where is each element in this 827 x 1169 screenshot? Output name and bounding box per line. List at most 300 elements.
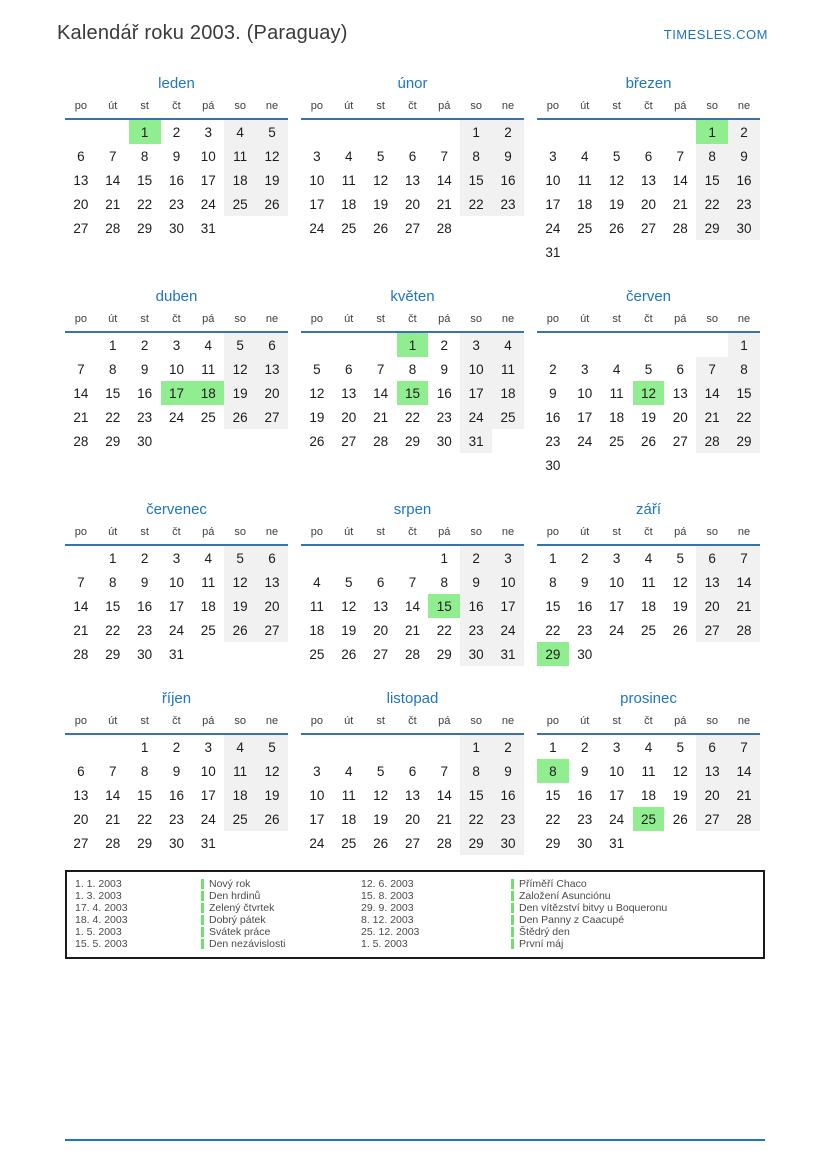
day-cell: 26 [672, 811, 688, 827]
weekday-label: po [301, 310, 333, 332]
day-cell: 5 [644, 361, 653, 377]
day-cell: 15 [460, 783, 492, 807]
day-cell: 3 [172, 550, 181, 566]
day-cell: 6 [408, 148, 417, 164]
weekday-label: so [224, 523, 256, 545]
month-únor [301, 75, 524, 240]
day-cell: 12 [256, 759, 288, 783]
day-cell: 29 [728, 429, 760, 453]
day-cell: 21 [73, 409, 89, 425]
day-cell: 4 [492, 332, 524, 357]
day-cell: 28 [696, 429, 728, 453]
day-cell: 9 [728, 144, 760, 168]
day-cell: 17 [309, 811, 325, 827]
day-cell: 29 [404, 433, 420, 449]
empty-cell [633, 453, 665, 477]
day-cell: 30 [168, 220, 184, 236]
day-cell: 8 [140, 763, 149, 779]
weekday-label: ne [728, 712, 760, 734]
day-cell: 13 [73, 787, 89, 803]
day-cell: 31 [168, 646, 184, 662]
day-cell: 24 [309, 220, 325, 236]
day-cell: 30 [436, 433, 452, 449]
empty-cell [65, 332, 97, 357]
weekday-label: ne [728, 523, 760, 545]
day-cell: 13 [404, 172, 420, 188]
empty-cell [601, 332, 633, 357]
day-cell: 22 [137, 196, 153, 212]
day-cell: 7 [728, 545, 760, 570]
day-cell: 5 [376, 763, 385, 779]
day-cell: 30 [492, 831, 524, 855]
weekday-label: čt [633, 523, 665, 545]
day-cell: 24 [200, 811, 216, 827]
day-cell: 5 [612, 148, 621, 164]
day-cell: 17 [577, 409, 593, 425]
day-cell: 28 [436, 835, 452, 851]
weekday-label: pá [664, 712, 696, 734]
day-cell: 18 [224, 168, 256, 192]
weekday-label: út [569, 310, 601, 332]
empty-cell [728, 642, 760, 666]
day-cell: 19 [309, 409, 325, 425]
day-cell: 15 [696, 168, 728, 192]
day-cell: 19 [640, 409, 656, 425]
day-cell: 26 [373, 220, 389, 236]
empty-cell [365, 119, 397, 144]
day-cell: 27 [256, 618, 288, 642]
day-cell: 12 [609, 172, 625, 188]
day-cell: 2 [492, 119, 524, 144]
day-cell: 24 [609, 811, 625, 827]
weekday-label: čt [633, 97, 665, 119]
day-cell: 10 [200, 148, 216, 164]
day-cell: 16 [577, 787, 593, 803]
day-cell: 10 [309, 787, 325, 803]
weekday-label: po [537, 523, 569, 545]
weekday-label: ne [256, 712, 288, 734]
day-cell: 2 [549, 361, 557, 377]
day-cell: 3 [204, 739, 213, 755]
holiday-marker-icon [511, 903, 514, 913]
day-cell: 10 [309, 172, 325, 188]
weekday-label: st [129, 712, 161, 734]
day-cell: 13 [341, 385, 357, 401]
day-cell: 31 [492, 642, 524, 666]
day-cell: 10 [609, 763, 625, 779]
day-cell: 8 [140, 148, 149, 164]
holiday-name [511, 890, 755, 902]
holiday-name [201, 878, 361, 890]
day-cell: 26 [224, 405, 256, 429]
day-cell: 3 [549, 148, 557, 164]
day-cell: 7 [77, 574, 85, 590]
day-cell: 24 [168, 622, 184, 638]
day-cell: 6 [696, 734, 728, 759]
day-cell: 15 [137, 787, 153, 803]
day-cell: 23 [728, 192, 760, 216]
day-cell: 25 [341, 835, 357, 851]
day-cell: 29 [137, 835, 153, 851]
day-cell: 3 [492, 545, 524, 570]
day-cell: 16 [168, 787, 184, 803]
weekday-label: čt [633, 712, 665, 734]
day-cell: 11 [577, 172, 592, 188]
day-cell: 20 [341, 409, 357, 425]
day-cell: 10 [168, 574, 184, 590]
empty-cell [601, 642, 633, 666]
empty-cell [728, 240, 760, 264]
day-cell: 27 [73, 220, 89, 236]
day-cell: 14 [105, 787, 121, 803]
holiday-name-text: Den vítězství bitvy u Boqueronu [519, 902, 668, 914]
empty-cell [696, 453, 728, 477]
day-cell: 4 [224, 119, 256, 144]
day-cell: 13 [404, 787, 420, 803]
weekday-label: po [537, 97, 569, 119]
holiday-name-text: Svátek práce [209, 926, 271, 938]
empty-cell [97, 734, 129, 759]
day-cell: 25 [492, 405, 524, 429]
weekday-label: čt [161, 712, 193, 734]
day-cell: 1 [728, 332, 760, 357]
month-grid [301, 97, 524, 240]
day-cell: 1 [129, 119, 161, 144]
day-cell: 3 [581, 361, 589, 377]
day-cell: 25 [609, 433, 625, 449]
day-cell: 7 [109, 148, 117, 164]
weekday-label: po [537, 310, 569, 332]
month-grid [65, 310, 288, 453]
weekday-label: po [301, 712, 333, 734]
day-cell: 18 [640, 787, 656, 803]
day-cell: 13 [256, 570, 288, 594]
day-cell: 7 [696, 357, 728, 381]
day-cell: 20 [672, 409, 688, 425]
weekday-label: ne [256, 97, 288, 119]
day-cell: 27 [640, 220, 656, 236]
day-cell: 14 [73, 598, 89, 614]
holiday-date: 1. 1. 2003 [75, 878, 122, 890]
day-cell: 14 [728, 759, 760, 783]
day-cell: 11 [201, 574, 216, 590]
day-cell: 14 [373, 385, 389, 401]
empty-cell [365, 332, 397, 357]
day-cell: 20 [373, 622, 389, 638]
day-cell: 17 [200, 787, 216, 803]
day-cell: 20 [404, 196, 420, 212]
day-cell: 22 [460, 192, 492, 216]
empty-cell [633, 240, 665, 264]
day-cell: 22 [105, 622, 121, 638]
day-cell: 19 [224, 381, 256, 405]
day-cell: 24 [577, 433, 593, 449]
empty-cell [365, 734, 397, 759]
day-cell: 12 [341, 598, 357, 614]
weekday-label: út [333, 523, 365, 545]
holiday-date: 12. 6. 2003 [361, 878, 414, 890]
weekday-label: pá [192, 523, 224, 545]
day-cell: 18 [341, 196, 357, 212]
day-cell: 1 [549, 550, 557, 566]
day-cell: 1 [397, 332, 429, 357]
day-cell: 11 [492, 357, 524, 381]
holiday-name-text: Nový rok [209, 878, 251, 890]
day-cell: 4 [644, 550, 653, 566]
day-cell: 6 [345, 361, 353, 377]
day-cell: 6 [77, 763, 85, 779]
day-cell: 18 [640, 598, 656, 614]
holiday-date: 17. 4. 2003 [75, 902, 128, 914]
day-cell: 17 [492, 594, 524, 618]
day-cell: 29 [105, 433, 121, 449]
empty-cell [633, 642, 665, 666]
month-grid [301, 712, 524, 855]
day-cell: 14 [436, 172, 452, 188]
day-cell: 11 [641, 574, 656, 590]
holiday-name [511, 902, 755, 914]
day-cell: 11 [309, 598, 324, 614]
weekday-label: so [696, 523, 728, 545]
month-title: červenec [146, 501, 207, 518]
weekday-label: po [65, 712, 97, 734]
day-cell: 7 [676, 148, 685, 164]
day-cell: 3 [313, 763, 321, 779]
month-title: únor [397, 75, 428, 92]
holiday-name-text: Příměří Chaco [519, 878, 587, 890]
holiday-marker-icon [511, 939, 514, 949]
weekday-label: ne [492, 97, 524, 119]
empty-cell [333, 332, 365, 357]
day-cell: 31 [200, 835, 216, 851]
day-cell: 9 [460, 570, 492, 594]
month-březen [537, 75, 760, 264]
day-cell: 18 [200, 598, 216, 614]
holiday-name-text: Dobrý pátek [209, 914, 266, 926]
weekday-label: út [569, 712, 601, 734]
day-cell: 26 [341, 646, 357, 662]
day-cell: 5 [256, 734, 288, 759]
day-cell: 15 [545, 598, 561, 614]
holiday-date: 29. 9. 2003 [361, 902, 414, 914]
month-title: březen [625, 75, 672, 92]
day-cell: 27 [696, 618, 728, 642]
day-cell: 2 [460, 545, 492, 570]
holiday-marker-icon [201, 915, 204, 925]
day-cell: 16 [728, 168, 760, 192]
day-cell: 8 [728, 357, 760, 381]
day-cell: 13 [672, 385, 688, 401]
day-cell: 6 [77, 148, 85, 164]
day-cell: 22 [545, 811, 561, 827]
day-cell: 29 [696, 216, 728, 240]
empty-cell [664, 453, 696, 477]
day-cell: 4 [581, 148, 589, 164]
day-cell: 19 [224, 594, 256, 618]
day-cell: 18 [224, 783, 256, 807]
day-cell: 5 [676, 739, 685, 755]
day-cell: 23 [137, 622, 153, 638]
holiday-marker-icon [511, 879, 514, 889]
empty-cell [696, 332, 728, 357]
day-cell: 21 [728, 783, 760, 807]
holiday-date: 15. 5. 2003 [75, 938, 128, 950]
day-cell: 22 [728, 405, 760, 429]
weekday-label: st [365, 310, 397, 332]
month-grid [65, 523, 288, 666]
holiday-marker-icon [201, 879, 204, 889]
holiday-marker-icon [511, 915, 514, 925]
day-cell: 6 [676, 361, 685, 377]
holiday-date: 8. 12. 2003 [361, 914, 414, 926]
day-cell: 20 [696, 783, 728, 807]
empty-cell [428, 119, 460, 144]
day-cell: 7 [109, 763, 117, 779]
day-cell: 24 [609, 622, 625, 638]
day-cell: 11 [201, 361, 216, 377]
holiday-name-text: Zelený čtvrtek [209, 902, 275, 914]
day-cell: 16 [137, 598, 153, 614]
weekday-label: st [601, 310, 633, 332]
day-cell: 3 [313, 148, 321, 164]
day-cell: 14 [73, 385, 89, 401]
holiday-date: 15. 8. 2003 [361, 890, 414, 902]
day-cell: 15 [728, 381, 760, 405]
day-cell: 13 [640, 172, 656, 188]
day-cell: 15 [105, 598, 121, 614]
day-cell: 21 [105, 811, 121, 827]
day-cell: 25 [200, 409, 216, 425]
day-cell: 10 [168, 361, 184, 377]
day-cell: 17 [460, 381, 492, 405]
day-cell: 21 [696, 405, 728, 429]
day-cell: 4 [345, 763, 353, 779]
weekday-label: ne [492, 310, 524, 332]
empty-cell [633, 332, 665, 357]
day-cell: 21 [105, 196, 121, 212]
weekday-label: pá [428, 712, 460, 734]
day-cell: 22 [137, 811, 153, 827]
day-cell: 12 [224, 357, 256, 381]
day-cell: 14 [728, 570, 760, 594]
day-cell: 26 [609, 220, 625, 236]
holiday-date: 18. 4. 2003 [75, 914, 128, 926]
weekday-label: út [333, 712, 365, 734]
day-cell: 5 [376, 148, 385, 164]
weekday-label: ne [728, 97, 760, 119]
day-cell: 26 [373, 835, 389, 851]
weekday-label: st [601, 97, 633, 119]
month-duben [65, 288, 288, 453]
day-cell: 9 [140, 361, 149, 377]
holiday-date: 1. 5. 2003 [75, 926, 122, 938]
page-title: Kalendář roku 2003. (Paraguay) [57, 22, 348, 44]
day-cell: 24 [168, 409, 184, 425]
holiday-name-text: Den nezávislosti [209, 938, 286, 950]
weekday-label: st [129, 523, 161, 545]
day-cell: 8 [460, 759, 492, 783]
holiday-marker-icon [201, 939, 204, 949]
empty-cell [397, 119, 429, 144]
empty-cell [601, 119, 633, 144]
weekday-label: pá [664, 523, 696, 545]
day-cell: 17 [609, 787, 625, 803]
day-cell: 19 [256, 783, 288, 807]
day-cell: 3 [460, 332, 492, 357]
weekday-label: pá [428, 97, 460, 119]
day-cell: 21 [436, 811, 452, 827]
day-cell: 11 [641, 763, 656, 779]
day-cell: 4 [204, 550, 213, 566]
weekday-label: so [696, 310, 728, 332]
day-cell: 12 [672, 763, 688, 779]
day-cell: 30 [137, 433, 153, 449]
holiday-name-text: Založení Asunciónu [519, 890, 611, 902]
month-grid [537, 310, 760, 477]
empty-cell [569, 119, 601, 144]
weekday-label: ne [492, 712, 524, 734]
empty-cell [664, 332, 696, 357]
day-cell: 29 [537, 642, 569, 666]
day-cell: 5 [256, 119, 288, 144]
day-cell: 5 [224, 332, 256, 357]
empty-cell [664, 119, 696, 144]
site-link[interactable]: TIMESLES.COM [663, 27, 768, 42]
day-cell: 27 [672, 433, 688, 449]
empty-cell [224, 429, 256, 453]
holiday-name-text: Štědrý den [519, 926, 570, 938]
holiday-marker-icon [201, 927, 204, 937]
day-cell: 27 [696, 807, 728, 831]
day-cell: 15 [137, 172, 153, 188]
day-cell: 8 [440, 574, 449, 590]
weekday-label: pá [664, 97, 696, 119]
weekday-label: so [224, 97, 256, 119]
empty-cell [224, 216, 256, 240]
month-grid [65, 712, 288, 855]
day-cell: 26 [224, 618, 256, 642]
holiday-date: 1. 5. 2003 [361, 938, 408, 950]
day-cell: 23 [577, 811, 593, 827]
day-cell: 16 [492, 168, 524, 192]
weekday-label: pá [428, 523, 460, 545]
weekday-label: so [224, 712, 256, 734]
weekday-label: so [460, 523, 492, 545]
empty-cell [333, 545, 365, 570]
empty-cell [569, 332, 601, 357]
holiday-marker-icon [511, 891, 514, 901]
day-cell: 3 [612, 739, 621, 755]
day-cell: 5 [676, 550, 685, 566]
day-cell: 23 [460, 618, 492, 642]
day-cell: 20 [73, 811, 89, 827]
month-květen [301, 288, 524, 453]
day-cell: 3 [172, 337, 181, 353]
empty-cell [301, 734, 333, 759]
day-cell: 2 [172, 739, 181, 755]
day-cell: 20 [696, 594, 728, 618]
day-cell: 9 [492, 144, 524, 168]
day-cell: 18 [192, 381, 224, 405]
day-cell: 7 [440, 148, 449, 164]
day-cell: 19 [373, 811, 389, 827]
day-cell: 10 [200, 763, 216, 779]
holiday-name [511, 926, 755, 938]
day-cell: 21 [672, 196, 688, 212]
day-cell: 14 [404, 598, 420, 614]
weekday-label: pá [664, 310, 696, 332]
day-cell: 5 [224, 545, 256, 570]
